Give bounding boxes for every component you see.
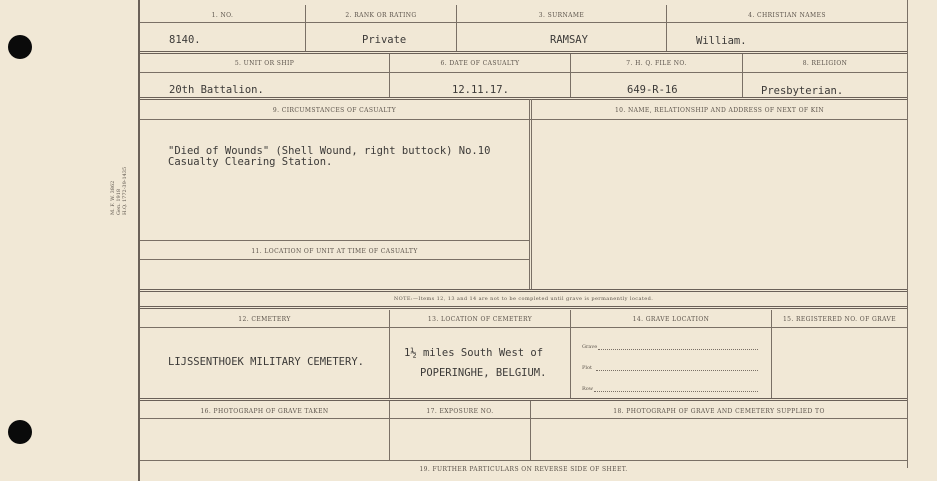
punch-hole-bottom (8, 420, 32, 444)
header-unit: 5. UNIT OR SHIP (234, 60, 295, 67)
grave-field-label: Grave (582, 344, 598, 350)
header-surname: 3. SURNAME (538, 12, 585, 19)
value-cemetery-location-line1: 1½ miles South West of (404, 347, 544, 359)
value-christian-names: William. (696, 35, 747, 47)
header-religion: 8. RELIGION (802, 60, 848, 67)
header-location-of-unit: 11. LOCATION OF UNIT AT TIME OF CASUALTY (251, 248, 418, 255)
header-cemetery-location: 13. LOCATION OF CEMETERY (427, 316, 533, 323)
value-date: 12.11.17. (452, 84, 509, 96)
header-circumstances: 9. CIRCUMSTANCES OF CASUALTY (272, 107, 397, 114)
value-circumstances-line1: "Died of Wounds" (Shell Wound, right buttock) No.10 (168, 145, 491, 157)
header-photograph-taken: 16. PHOTOGRAPH OF GRAVE TAKEN (200, 408, 329, 415)
value-religion: Presbyterian. (761, 85, 844, 97)
value-number: 8140. (169, 34, 201, 46)
header-date: 6. DATE OF CASUALTY (440, 60, 520, 67)
header-registered-no: 15. REGISTERED NO. OF GRAVE (782, 316, 897, 323)
value-cemetery: LIJSSENTHOEK MILITARY CEMETERY. (168, 356, 364, 368)
value-file-no: 649-R-16 (627, 84, 678, 96)
value-surname: RAMSAY (550, 34, 588, 46)
value-unit: 20th Battalion. (169, 84, 264, 96)
header-cemetery: 12. CEMETERY (238, 316, 291, 323)
punch-hole-top (8, 35, 32, 59)
header-christian-names: 4. CHRISTIAN NAMES (748, 12, 826, 19)
header-exposure-no: 17. EXPOSURE NO. (426, 408, 494, 415)
header-further-particulars: 19. FURTHER PARTICULARS ON REVERSE SIDE OF SHEET. (419, 466, 628, 473)
header-photograph-supplied: 18. PHOTOGRAPH OF GRAVE AND CEMETERY SUPPLIED TO (613, 408, 825, 415)
form-code: M. F. W. 3862 Gen. 1918 H.Q. 1772-39-1435 (110, 166, 128, 215)
header-grave-location: 14. GRAVE LOCATION (632, 316, 710, 323)
note-text: NOTE:—Items 12, 13 and 14 are not to be completed until grave is permanently located. (393, 296, 654, 302)
row-field-label: Row (582, 386, 594, 392)
value-cemetery-location-line2: POPERINGHE, BELGIUM. (420, 367, 547, 379)
value-rank: Private (362, 34, 407, 46)
value-circumstances-line2: Casualty Clearing Station. (168, 156, 333, 168)
header-rank: 2. RANK OR RATING (345, 12, 417, 19)
header-next-of-kin: 10. NAME, RELATIONSHIP AND ADDRESS OF NEXT OF KIN (614, 107, 825, 114)
header-number: 1. NO. (211, 12, 234, 19)
plot-field-label: Plot (582, 365, 592, 371)
header-file-no: 7. H. Q. FILE NO. (626, 60, 687, 67)
